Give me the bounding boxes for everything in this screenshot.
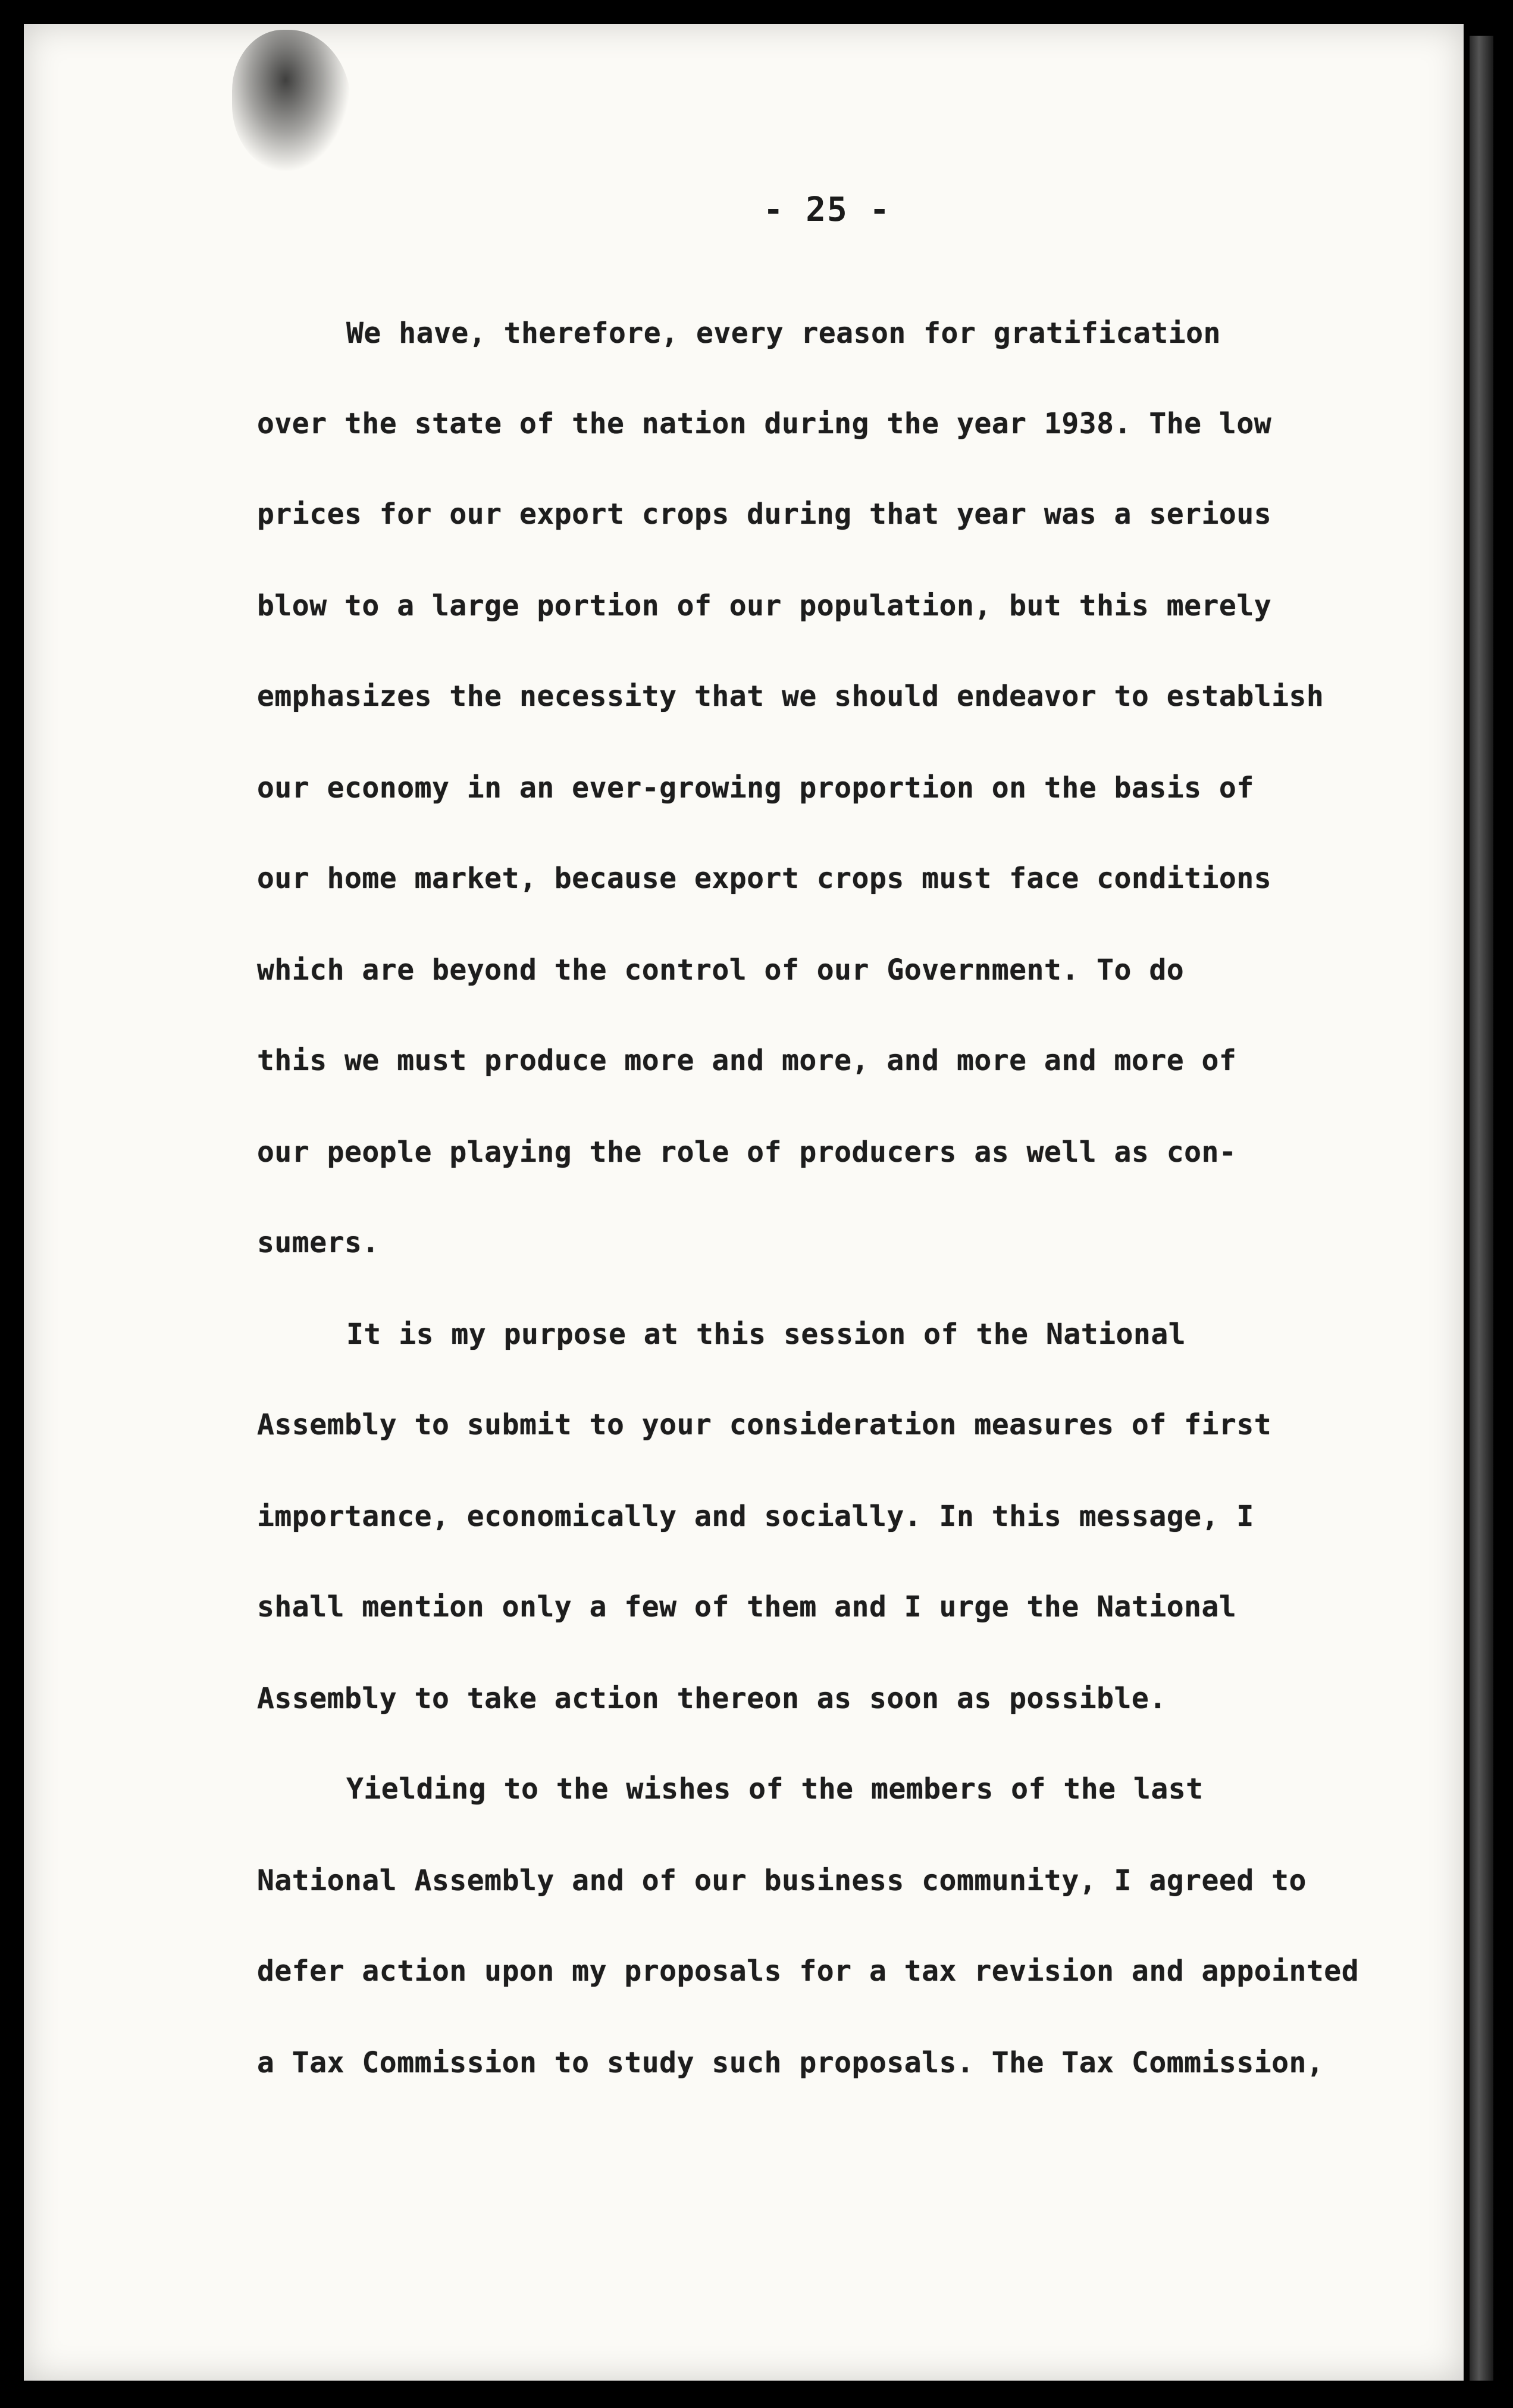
text-line: our people playing the role of producers as well as con- — [257, 1136, 1237, 1169]
text-line: shall mention only a few of them and I urge the National — [257, 1590, 1237, 1624]
page-edge-strip — [1470, 36, 1493, 2381]
text-line: emphasizes the necessity that we should endeavor to establish — [257, 680, 1324, 713]
text-line: National Assembly and of our business community, I agreed to — [257, 1864, 1307, 1897]
text-line: Assembly to take action thereon as soon as possible. — [257, 1682, 1167, 1715]
text-line: Yielding to the wishes of the members of the last — [346, 1772, 1204, 1806]
text-line: It is my purpose at this session of the National — [346, 1318, 1186, 1351]
text-line: defer action upon my proposals for a tax revision and appointed — [257, 1954, 1359, 1988]
text-line: We have, therefore, every reason for gratification — [346, 317, 1221, 350]
text-line: over the state of the nation during the year 1938. The low — [257, 407, 1272, 440]
text-line: this we must produce more and more, and more and more of — [257, 1044, 1237, 1077]
text-line: importance, economically and socially. In this message, I — [257, 1500, 1254, 1533]
text-line: our home market, because export crops must face conditions — [257, 862, 1272, 895]
document-page — [24, 24, 1464, 2381]
text-line: which are beyond the control of our Government. To do — [257, 953, 1185, 987]
page-number: - 25 - — [763, 190, 891, 229]
text-line: blow to a large portion of our population, but this merely — [257, 589, 1272, 623]
text-line: sumers. — [257, 1226, 380, 1259]
text-line: a Tax Commission to study such proposals. The Tax Commission, — [257, 2046, 1324, 2079]
text-line: prices for our export crops during that year was a serious — [257, 498, 1272, 531]
text-line: Assembly to submit to your consideration measures of first — [257, 1408, 1272, 1441]
text-line: our economy in an ever-growing proportion on the basis of — [257, 771, 1254, 805]
